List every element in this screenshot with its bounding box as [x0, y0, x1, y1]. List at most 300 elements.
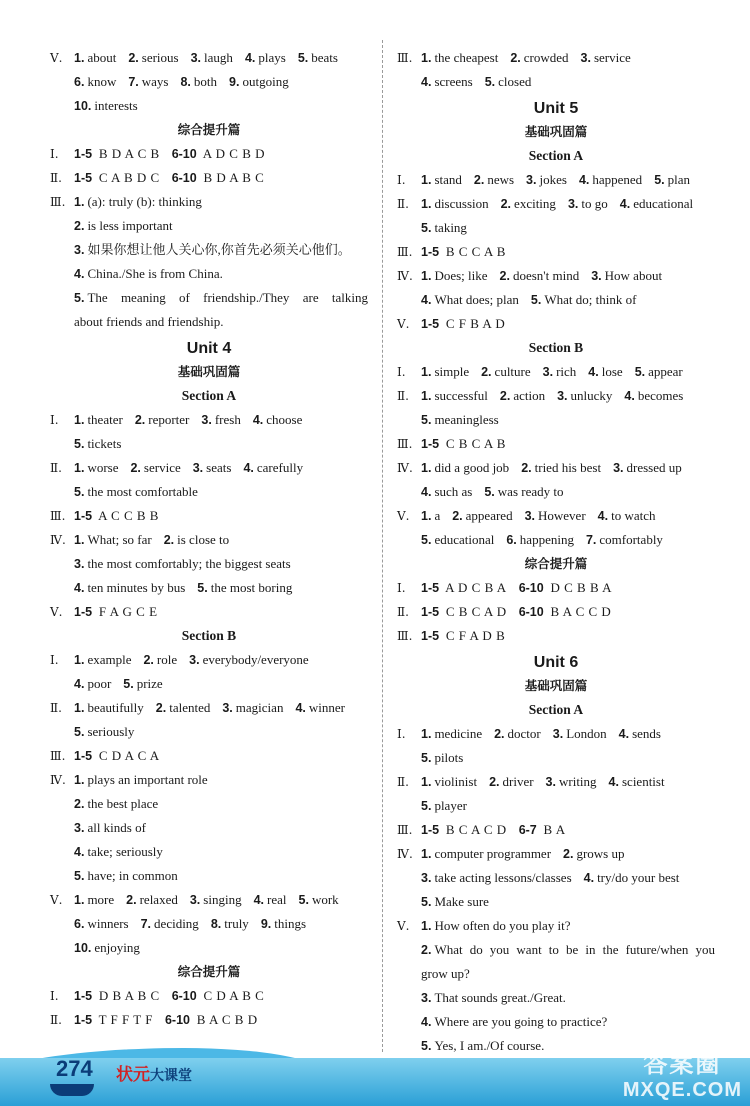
answer-item	[74, 820, 146, 835]
answer-item	[74, 50, 116, 65]
roman-numeral: Ⅰ.	[397, 173, 406, 187]
item-answer: writing	[558, 774, 597, 789]
item-number: 8.	[180, 75, 191, 89]
item-number: 4.	[295, 701, 306, 715]
item-number: 7.	[140, 917, 152, 931]
answer-item	[452, 508, 512, 523]
range-label: 6-7	[518, 823, 537, 837]
item-answer: crowded	[523, 50, 569, 65]
answer-line	[397, 288, 715, 312]
item-answer: doctor	[507, 726, 541, 741]
subsection-heading: Section B	[181, 628, 237, 643]
answer-item	[609, 774, 665, 789]
answer-line	[50, 46, 368, 70]
answer-line	[397, 168, 715, 192]
item-number: 2.	[499, 389, 511, 403]
range-label: 1-5	[74, 605, 93, 619]
item-answer: theater	[87, 412, 123, 427]
item-answer: China./She is from China.	[87, 266, 223, 281]
item-answer: all kinds of	[87, 820, 146, 835]
item-number: 5.	[421, 751, 432, 765]
answer-line	[397, 842, 715, 866]
answer-line	[397, 312, 715, 336]
answer-line	[50, 792, 368, 816]
roman-numeral: Ⅲ.	[397, 823, 413, 837]
section-heading: 基础巩固篇	[524, 124, 588, 139]
range-label: 1-5	[74, 171, 93, 185]
subsection-heading: Section A	[528, 148, 584, 163]
answer-item	[128, 50, 178, 65]
answer-item	[253, 412, 303, 427]
subsection-heading: Section A	[181, 388, 237, 403]
item-answer: pilots	[434, 750, 464, 765]
answer-item	[143, 652, 177, 667]
item-answer: deciding	[154, 916, 199, 931]
answer-item	[298, 50, 338, 65]
answer-item	[74, 892, 114, 907]
answer-line	[397, 456, 715, 480]
item-number: 3.	[192, 461, 204, 475]
range-label: 1-5	[421, 605, 440, 619]
range-answers: B A	[539, 822, 566, 837]
item-number: 3.	[580, 51, 591, 65]
item-answer: to watch	[611, 508, 656, 523]
item-answer: culture	[494, 364, 531, 379]
item-number: 5.	[634, 365, 646, 379]
roman-numeral: Ⅳ.	[397, 847, 413, 861]
answer-item	[74, 74, 116, 89]
item-number: 4.	[421, 485, 432, 499]
range-answers: C B C A B	[442, 436, 506, 451]
item-number: 2.	[500, 197, 512, 211]
answer-item	[190, 892, 242, 907]
answer-item	[421, 220, 467, 235]
roman-numeral: Ⅰ.	[397, 365, 406, 379]
answer-item	[591, 268, 662, 283]
item-answer: driver	[502, 774, 534, 789]
answer-item	[141, 916, 199, 931]
answer-item	[74, 940, 140, 955]
answer-line	[50, 600, 368, 624]
roman-numeral: Ⅱ.	[50, 171, 62, 185]
item-answer: What; so far	[87, 532, 152, 547]
answer-item	[654, 172, 690, 187]
answer-item	[563, 846, 624, 861]
unit-title: Unit 6	[533, 654, 579, 671]
item-number: 3.	[613, 461, 624, 475]
roman-numeral: Ⅰ.	[397, 727, 406, 741]
item-number: 3.	[189, 653, 200, 667]
answer-line	[397, 600, 715, 624]
answer-line	[50, 576, 368, 600]
item-answer: such as	[434, 484, 473, 499]
answer-item	[510, 50, 568, 65]
item-number: 4.	[618, 727, 630, 741]
item-number: 2.	[163, 533, 175, 547]
answer-item	[74, 436, 121, 451]
answer-item	[295, 700, 345, 715]
item-number: 3.	[74, 821, 85, 835]
item-number: 1.	[74, 893, 85, 907]
range-answers: C D A C A	[95, 748, 160, 763]
item-number: 4.	[588, 365, 599, 379]
roman-numeral: Ⅲ.	[50, 195, 66, 209]
item-answer: player	[434, 798, 467, 813]
answer-item	[553, 726, 607, 741]
item-number: 5.	[74, 485, 85, 499]
section-heading: 综合提升篇	[524, 556, 588, 571]
range-label: 6-10	[518, 581, 544, 595]
unit-title: Unit 4	[186, 340, 232, 357]
answer-item	[500, 388, 545, 403]
item-answer: truly	[224, 916, 249, 931]
answer-line	[50, 190, 368, 214]
item-number: 5.	[298, 893, 309, 907]
item-number: 3.	[545, 775, 556, 789]
answer-line	[397, 240, 715, 264]
item-number: 5.	[421, 799, 432, 813]
roman-numeral: Ⅳ.	[50, 773, 66, 787]
item-number: 3.	[190, 51, 202, 65]
item-number: 9.	[260, 917, 272, 931]
section-heading: 综合提升篇	[177, 122, 241, 137]
item-answer: the most comfortably; the biggest seats	[87, 556, 291, 571]
range-label: 1-5	[421, 317, 440, 331]
answer-item	[620, 196, 693, 211]
item-answer: the best place	[87, 796, 159, 811]
item-answer: the most boring	[210, 580, 293, 595]
item-answer: successful	[434, 388, 488, 403]
item-answer: winner	[308, 700, 345, 715]
item-answer: happening	[519, 532, 574, 547]
item-answer: What do you want to be in the future/when you	[434, 942, 715, 957]
item-number: 1.	[74, 533, 85, 547]
item-number: 4.	[253, 893, 265, 907]
answer-item	[421, 292, 519, 307]
section-heading: 基础巩固篇	[524, 678, 588, 693]
range-answers: B A C B D	[193, 1012, 258, 1027]
answer-item	[197, 580, 292, 595]
item-answer: unlucky	[570, 388, 613, 403]
answer-line	[397, 360, 715, 384]
item-answer: plan	[667, 172, 691, 187]
item-number: 6.	[74, 917, 85, 931]
roman-numeral: Ⅴ.	[397, 317, 410, 331]
answer-item	[584, 870, 680, 885]
answer-line	[50, 936, 368, 960]
answer-item	[74, 460, 118, 475]
item-answer: did a good job	[434, 460, 510, 475]
range-answers: A C C B B	[95, 508, 159, 523]
item-number: 5.	[74, 291, 85, 305]
item-answer: take acting lessons/classes	[434, 870, 572, 885]
answer-item	[489, 774, 533, 789]
answer-item	[581, 50, 631, 65]
item-number: 2.	[473, 173, 485, 187]
answer-item	[421, 364, 469, 379]
answer-item	[543, 364, 577, 379]
item-answer: seats	[206, 460, 232, 475]
answer-item	[421, 1014, 607, 1029]
answer-line	[50, 720, 368, 744]
answer-item	[299, 892, 339, 907]
item-number: 5.	[421, 533, 432, 547]
answer-item	[421, 846, 551, 861]
item-number: 3.	[524, 509, 536, 523]
answer-line	[50, 696, 368, 720]
item-number: 1.	[421, 173, 432, 187]
item-answer: jokes	[539, 172, 567, 187]
answer-line	[50, 888, 368, 912]
item-answer: choose	[266, 412, 303, 427]
answer-item	[193, 460, 232, 475]
item-number: 2.	[489, 775, 500, 789]
roman-numeral: Ⅴ.	[50, 605, 63, 619]
answer-item	[506, 532, 574, 547]
answer-line	[397, 384, 715, 408]
range-label: 1-5	[74, 989, 93, 1003]
item-number: 1.	[74, 773, 85, 787]
item-number: 5.	[74, 725, 85, 739]
item-answer: winners	[87, 916, 129, 931]
item-number: 2.	[563, 847, 574, 861]
answer-continuation: grow up?	[421, 966, 470, 981]
item-number: 3.	[189, 893, 201, 907]
range-label: 6-10	[171, 989, 197, 1003]
item-answer: everybody/everyone	[202, 652, 309, 667]
item-number: 1.	[421, 847, 432, 861]
item-number: 4.	[74, 581, 85, 595]
item-answer: know	[87, 74, 117, 89]
boat-icon	[50, 1084, 94, 1096]
answer-item	[421, 870, 572, 885]
item-answer: plays	[258, 50, 286, 65]
answer-item	[130, 460, 180, 475]
item-answer: real	[267, 892, 287, 907]
answer-line	[397, 986, 715, 1010]
answer-item	[421, 412, 499, 427]
item-number: 2.	[494, 727, 505, 741]
item-answer: Does; like	[434, 268, 488, 283]
answer-line	[50, 768, 368, 792]
answer-line	[397, 264, 715, 288]
range-answers: F A G C E	[95, 604, 158, 619]
item-number: 1.	[421, 365, 432, 379]
range-label: 1-5	[421, 437, 440, 451]
answer-item	[421, 726, 482, 741]
answer-line	[397, 794, 715, 818]
item-answer: fresh	[214, 412, 241, 427]
item-number: 5.	[421, 221, 432, 235]
range-label: 6-10	[171, 171, 197, 185]
answer-item	[421, 172, 462, 187]
item-answer: beautifully	[87, 700, 144, 715]
item-number: 2.	[499, 269, 510, 283]
item-answer: What does; plan	[434, 292, 519, 307]
roman-numeral: Ⅴ.	[50, 51, 63, 65]
answer-line	[397, 528, 715, 552]
item-number: 1.	[421, 461, 432, 475]
section-heading: 综合提升篇	[177, 964, 241, 979]
range-answers: A D C B D	[199, 146, 266, 161]
item-answer: a	[434, 508, 441, 523]
item-answer: magician	[235, 700, 284, 715]
answer-line	[397, 624, 715, 648]
item-number: 1.	[421, 197, 432, 211]
item-number: 2.	[452, 509, 463, 523]
item-number: 4.	[619, 197, 631, 211]
item-answer: That sounds great./Great.	[434, 990, 566, 1005]
answer-item	[421, 74, 473, 89]
item-number: 6.	[506, 533, 517, 547]
answer-item	[126, 892, 178, 907]
answer-item	[598, 508, 656, 523]
answer-line	[50, 552, 368, 576]
item-answer: prize	[136, 676, 163, 691]
item-answer: comfortably	[599, 532, 663, 547]
item-answer: things	[274, 916, 307, 931]
item-number: 3.	[567, 197, 579, 211]
right-column	[397, 46, 715, 1058]
answer-item	[74, 724, 134, 739]
item-number: 1.	[421, 509, 432, 523]
answer-item	[635, 364, 683, 379]
item-number: 1.	[421, 775, 432, 789]
item-number: 3.	[591, 269, 602, 283]
item-answer: sends	[632, 726, 661, 741]
item-answer: singing	[203, 892, 242, 907]
item-answer: carefully	[256, 460, 304, 475]
item-number: 5.	[123, 677, 134, 691]
answer-line	[50, 648, 368, 672]
answer-item	[586, 532, 663, 547]
item-answer: dressed up	[626, 460, 682, 475]
item-answer: was ready to	[497, 484, 564, 499]
range-answers: B D A B C	[199, 170, 265, 185]
answer-item	[421, 196, 489, 211]
item-number: 5.	[421, 1039, 432, 1053]
item-answer: serious	[141, 50, 179, 65]
answer-item	[421, 508, 440, 523]
item-answer: Yes, I am./Of course.	[434, 1038, 545, 1053]
item-number: 4.	[421, 1015, 432, 1029]
answer-item	[74, 796, 158, 811]
answer-item	[568, 196, 608, 211]
answer-line	[397, 770, 715, 794]
item-number: 2.	[143, 653, 154, 667]
item-answer: work	[311, 892, 339, 907]
item-number: 3.	[542, 365, 554, 379]
page-footer	[0, 1040, 750, 1106]
watermark-top: 答案圈	[643, 1051, 722, 1078]
roman-numeral: Ⅱ.	[50, 1013, 62, 1027]
item-number: 2.	[126, 893, 137, 907]
answer-line	[397, 890, 715, 914]
range-label: 1-5	[421, 823, 440, 837]
answer-item	[201, 412, 240, 427]
answer-item	[74, 652, 131, 667]
item-answer: exciting	[514, 196, 556, 211]
item-answer: about	[87, 50, 117, 65]
item-number: 4.	[243, 461, 254, 475]
roman-numeral: Ⅱ.	[397, 775, 409, 789]
answer-continuation: about friends and friendship.	[74, 314, 224, 329]
answer-item	[74, 916, 129, 931]
item-answer: example	[87, 652, 132, 667]
item-number: 10.	[74, 941, 92, 955]
answer-line	[50, 504, 368, 528]
item-answer: tried his best	[534, 460, 602, 475]
answer-line	[50, 238, 368, 262]
range-label: 1-5	[421, 581, 440, 595]
answer-line	[397, 480, 715, 504]
unit-title: Unit 5	[533, 100, 579, 117]
answer-item	[421, 750, 463, 765]
item-number: 4.	[74, 677, 85, 691]
item-answer: ten minutes by bus	[87, 580, 186, 595]
answer-item	[531, 292, 637, 307]
item-number: 4.	[583, 871, 595, 885]
answer-item	[74, 700, 144, 715]
item-number: 6.	[74, 75, 85, 89]
answer-item	[211, 916, 249, 931]
answer-line	[50, 408, 368, 432]
item-number: 4.	[244, 51, 256, 65]
item-answer: appeared	[465, 508, 513, 523]
item-number: 5.	[484, 485, 495, 499]
item-number: 3.	[421, 871, 432, 885]
item-number: 1.	[421, 919, 432, 933]
answer-item	[74, 532, 152, 547]
item-number: 4.	[74, 845, 85, 859]
item-answer: 如果你想让他人关心你,你首先必须关心他们。	[87, 242, 351, 257]
item-number: 5.	[421, 413, 432, 427]
item-answer: computer programmer	[434, 846, 552, 861]
answer-line	[397, 576, 715, 600]
range-answers: C F B A D	[442, 316, 506, 331]
answer-line	[50, 816, 368, 840]
item-number: 2.	[521, 461, 532, 475]
item-number: 1.	[74, 653, 85, 667]
item-answer: becomes	[637, 388, 684, 403]
item-number: 7.	[585, 533, 597, 547]
answer-item	[243, 460, 303, 475]
answer-item	[494, 726, 541, 741]
item-answer: closed	[498, 74, 532, 89]
answer-line	[397, 746, 715, 770]
answer-item	[135, 412, 190, 427]
roman-numeral: Ⅲ.	[397, 629, 413, 643]
item-answer: screens	[434, 74, 473, 89]
item-answer: tickets	[87, 436, 122, 451]
range-answers: C B C A D	[442, 604, 507, 619]
item-number: 5.	[484, 75, 496, 89]
item-number: 5.	[421, 895, 432, 909]
item-number: 4.	[74, 267, 85, 281]
answer-line	[50, 166, 368, 190]
item-answer: reporter	[148, 412, 190, 427]
item-answer: outgoing	[242, 74, 289, 89]
answer-item	[619, 726, 661, 741]
item-number: 5.	[297, 51, 309, 65]
answer-line	[50, 142, 368, 166]
answer-item	[74, 844, 163, 859]
answer-item	[164, 532, 229, 547]
answer-item	[421, 388, 488, 403]
range-label: 1-5	[421, 245, 440, 259]
answer-line	[397, 504, 715, 528]
column-divider	[382, 40, 383, 1052]
